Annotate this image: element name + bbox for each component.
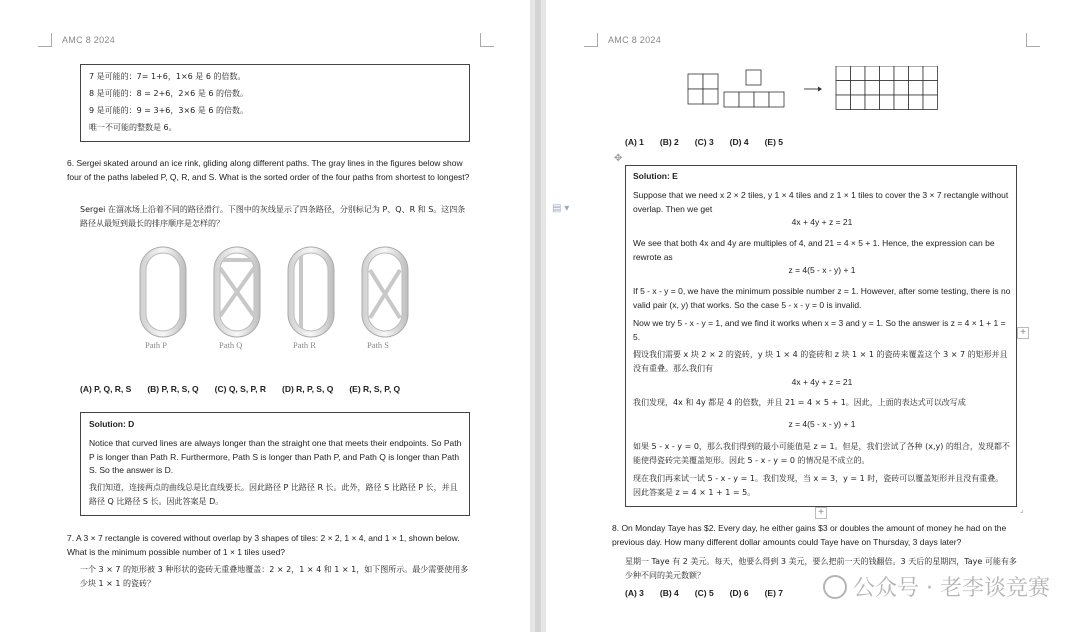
- solution-text: Now we try 5 - x - y = 1, and we find it works when x = 3 and y = 1. So the answer is z = 4 × 1 + 1 = 5.: [633, 318, 1006, 342]
- solution-title: Solution: D: [89, 419, 135, 429]
- grid-cell: [894, 66, 909, 81]
- choice: (D) 6: [729, 588, 749, 598]
- solution-text-chinese: 我们发现，4x 和 4y 都是 4 的倍数，并且 21 = 4 × 5 + 1。因此，上面的表达式可以改写成: [633, 398, 966, 407]
- watermark-text: 公众号 · 老李谈竞赛: [853, 576, 1050, 601]
- choice: (B) 4: [659, 588, 679, 598]
- question-8-choices: [625, 588, 799, 598]
- question-8-text: 8. On Monday Taye has $2. Every day, he either gains $3 or doubles the amount of money he had on the previous day. How many different dollar amounts could Taye have on Thursday, 3 days later?: [612, 523, 1007, 547]
- path-q-shape: [214, 247, 260, 337]
- equation: z = 4(5 - x - y) + 1: [788, 419, 856, 429]
- equation: 4x + 4y + z = 21: [791, 217, 853, 227]
- solution-text: If 5 - x - y = 0, we have the minimum possible number z = 1. However, after some testing, there is no valid pair (x, y) that works. So the case 5 - x - y = 0 is invalid.: [633, 286, 1011, 310]
- choice: (E) 7: [764, 588, 783, 598]
- document-page-left: [0, 0, 530, 632]
- watermark: [823, 571, 1050, 602]
- grid-cell: [894, 81, 909, 96]
- add-column-button[interactable]: +: [1017, 327, 1029, 339]
- margin-corner-mark: [1026, 33, 1040, 47]
- question-6-text: 6. Sergei skated around an ice rink, gliding along different paths. The gray lines in the figures below show four of the paths labeled P, Q, R, and S. What is the sorted order of the four paths from shortest to longest?: [67, 158, 470, 182]
- question-6-chinese: Sergei 在溜冰场上沿着不同的路径滑行。下图中的灰线显示了四条路径，分别标记为 P、Q、R 和 S。这四条路径从最短到最长的排序顺序是怎样的？: [80, 205, 466, 228]
- resize-handle-icon[interactable]: ⌟: [1020, 505, 1024, 514]
- grid-cell: [909, 81, 924, 96]
- grid-cell: [851, 95, 866, 110]
- choice: (D) 4: [729, 137, 749, 147]
- grid-cell: [880, 66, 895, 81]
- question-7-choices: [625, 137, 799, 147]
- tiles-figure: [686, 66, 956, 112]
- solution-box-q5-tail: [80, 64, 470, 142]
- margin-corner-mark: [480, 33, 494, 47]
- box-line: 9 是可能的：9 = 3+6，3×6 是 6 的倍数。: [89, 106, 248, 115]
- choice: (A) 3: [625, 588, 644, 598]
- path-s-shape: [362, 247, 408, 337]
- arrow-icon: [804, 87, 822, 92]
- add-row-button[interactable]: +: [815, 507, 827, 519]
- box-line: 7 是可能的：7= 1+6，1×6 是 6 的倍数。: [89, 72, 246, 81]
- grid-cell: [836, 81, 851, 96]
- margin-corner-mark: [38, 33, 52, 47]
- tile-2x2: [688, 74, 718, 104]
- solution-text-chinese: 我们知道，连接两点的曲线总是比直线要长。因此路径 P 比路径 R 长。此外，路径 S 比路径 P 长，并且路径 Q 比路径 S 长。因此答案是 D。: [89, 483, 458, 506]
- choice: (A) 1: [625, 137, 644, 147]
- grid-cell: [909, 66, 924, 81]
- rectangle-3x7: [836, 66, 938, 110]
- choice: (B) P, R, S, Q: [147, 384, 199, 394]
- equation: z = 4(5 - x - y) + 1: [788, 265, 856, 275]
- grid-cell: [851, 81, 866, 96]
- move-handle-icon[interactable]: ✥: [614, 153, 623, 164]
- solution-text-chinese: 现在我们再来试一试 5 - x - y = 1。我们发现，当 x = 3，y = 1 时，瓷砖可以覆盖矩形并且没有重叠。因此答案是 z = 4 × 1 + 1 = 5。: [633, 474, 1004, 497]
- solution-text: Notice that curved lines are always longer than the straight one that meets their endpoints. So Path P is longer than Path R. Furthermore, Path S is longer than Path P, and Path Q is longer than Path S. So the answer is D.: [89, 438, 462, 475]
- grid-cell: [880, 81, 895, 96]
- document-icon[interactable]: ▤ ▾: [552, 203, 570, 214]
- solution-text-chinese: 假设我们需要 x 块 2 × 2 的瓷砖，y 块 1 × 4 的瓷砖和 z 块 1 × 1 的瓷砖来覆盖这个 3 × 7 的矩形并且没有重叠。那么我们有: [633, 350, 1008, 373]
- choice: (C) Q, S, P, R: [214, 384, 266, 394]
- page-gutter: [530, 0, 546, 632]
- choice: (A) P, Q, R, S: [80, 384, 132, 394]
- path-label: Path R: [293, 340, 316, 350]
- path-p-shape: [140, 247, 186, 337]
- choice: (D) R, P, S, Q: [281, 384, 334, 394]
- solution-box-q6: [80, 412, 470, 516]
- wechat-logo-icon: [823, 575, 847, 599]
- page-header: AMC 8 2024: [608, 35, 662, 45]
- grid-cell: [923, 66, 938, 81]
- solution-text-chinese: 如果 5 - x - y = 0，那么我们得到的最小可能值是 z = 1。但是，我们尝试了各种 (x,y) 的组合，发现都不能使得瓷砖完美覆盖矩形。因此 5 - x - y = 0 的情况是不成立的。: [633, 442, 1010, 465]
- tile-1x1: [746, 70, 761, 85]
- solution-box-q7: [625, 165, 1017, 507]
- grid-cell: [865, 81, 880, 96]
- page-header: AMC 8 2024: [62, 35, 116, 45]
- grid-cell: [923, 81, 938, 96]
- grid-cell: [851, 66, 866, 81]
- box-line: 8 是可能的：8 = 2+6，2×6 是 6 的倍数。: [89, 89, 248, 98]
- tile-1x4: [724, 92, 784, 107]
- choice: (E) 5: [764, 137, 783, 147]
- grid-cell: [880, 95, 895, 110]
- solution-text: We see that both 4x and 4y are multiples of 4, and 21 = 4 × 5 + 1. Hence, the expression can be rewrote as: [633, 238, 995, 262]
- question-7-text: 7. A 3 × 7 rectangle is covered without overlap by 3 shapes of tiles: 2 × 2, 1 × 4, and 1 × 1, shown below. What is the minimum possible number of 1 × 1 tiles used?: [67, 533, 460, 557]
- scroll-divider: [535, 0, 541, 632]
- choice: (E) R, S, P, Q: [349, 384, 401, 394]
- equation: 4x + 4y + z = 21: [791, 377, 853, 387]
- grid-cell: [923, 95, 938, 110]
- question-7-chinese: 一个 3 × 7 的矩形被 3 种形状的瓷砖无重叠地覆盖：2 × 2，1 × 4 和 1 × 1，如下图所示。最少需要使用多少块 1 × 1 的瓷砖？: [80, 565, 469, 588]
- choice: (C) 5: [694, 588, 714, 598]
- document-page-right: [546, 0, 1080, 632]
- choice: (B) 2: [659, 137, 679, 147]
- grid-cell: [836, 95, 851, 110]
- question-8-chinese: 星期一 Taye 有 2 美元。每天，他要么得到 3 美元，要么把前一天的钱翻倍。3 天后的星期四，Taye 可能有多少种不同的美元数额？: [625, 557, 1017, 580]
- path-label: Path S: [367, 340, 389, 350]
- question-6-choices: [80, 384, 416, 394]
- path-r-shape: [288, 247, 334, 337]
- grid-cell: [894, 95, 909, 110]
- grid-cell: [909, 95, 924, 110]
- box-line: 唯一不可能的整数是 6。: [89, 123, 177, 132]
- solution-text: Suppose that we need x 2 × 2 tiles, y 1 × 4 tiles and z 1 × 1 tiles to cover the 3 × 7 rectangle without overlap. Then we get: [633, 190, 1009, 214]
- choice: (C) 3: [694, 137, 714, 147]
- grid-cell: [865, 66, 880, 81]
- margin-corner-mark: [584, 33, 598, 47]
- paths-figure: [130, 242, 410, 347]
- path-label: Path P: [145, 340, 167, 350]
- path-label: Path Q: [219, 340, 243, 350]
- grid-cell: [865, 95, 880, 110]
- solution-title: Solution: E: [633, 171, 678, 181]
- grid-cell: [836, 66, 851, 81]
